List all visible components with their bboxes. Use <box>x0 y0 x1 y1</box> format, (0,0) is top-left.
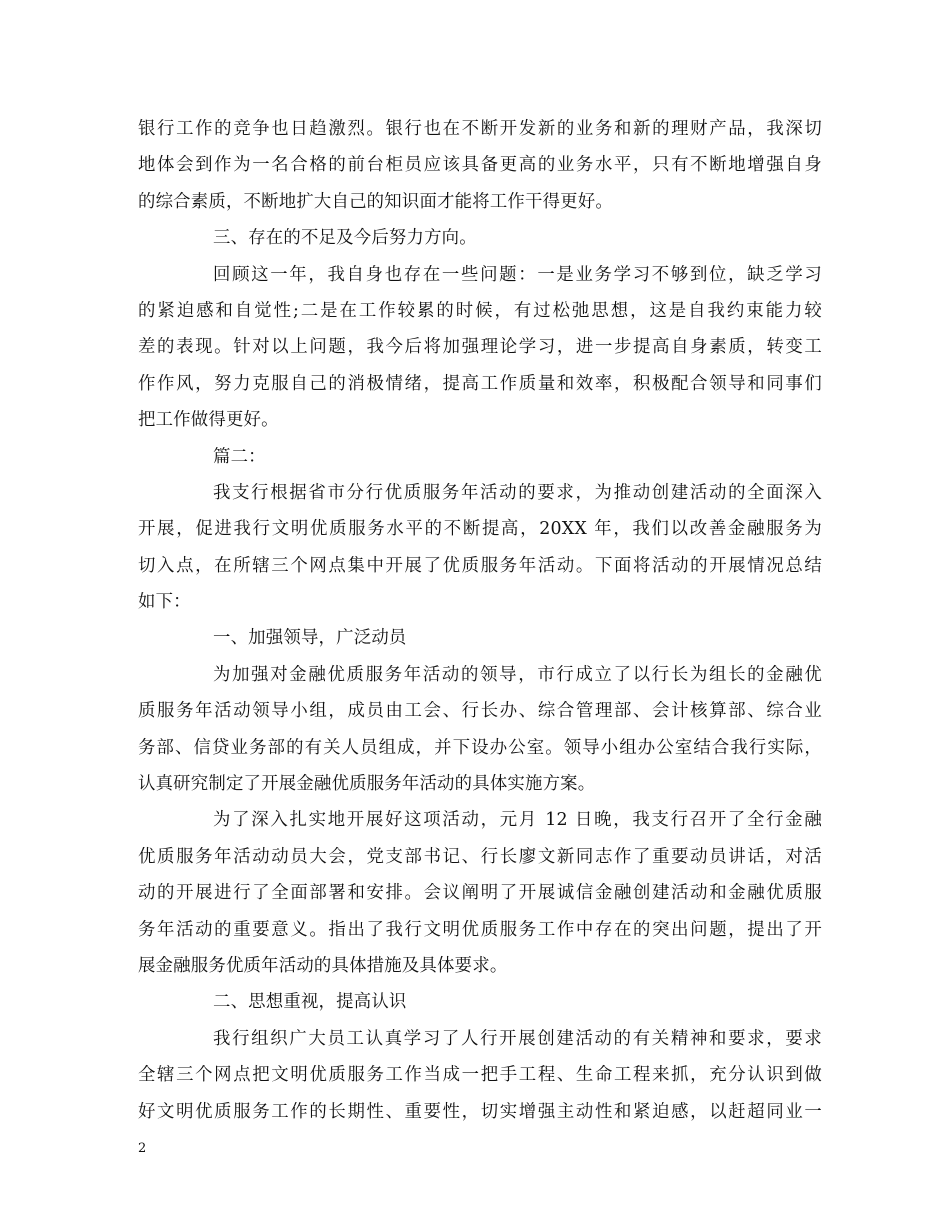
page-number: 2 <box>138 1141 147 1156</box>
text-line: 的紧迫感和自觉性;二是在工作较累的时候，有过松弛思想，这是自我约束能力较 <box>138 300 822 321</box>
section-heading: 三、存在的不足及今后努力方向。 <box>213 228 477 249</box>
text-line: 把工作做得更好。 <box>138 410 279 431</box>
text-line: 务年活动的重要意义。指出了我行文明优质服务工作中存在的突出问题，提出了开 <box>138 919 822 940</box>
text-line: 差的表现。针对以上问题，我今后将加强理论学习，进一步提高自身素质，转变工 <box>138 337 822 358</box>
section-heading: 一、加强领导，广泛动员 <box>213 628 407 649</box>
text-line: 我行组织广大员工认真学习了人行开展创建活动的有关精神和要求，要求 <box>213 1028 822 1049</box>
text-line: 动的开展进行了全面部署和安排。会议阐明了开展诚信金融创建活动和金融优质服 <box>138 883 822 904</box>
text-line: 展金融服务优质年活动的具体措施及具体要求。 <box>138 955 508 976</box>
text-line: 作作风，努力克服自己的消极情绪，提高工作质量和效率，积极配合领导和同事们 <box>138 373 822 394</box>
text-line: 地体会到作为一名合格的前台柜员应该具备更高的业务水平，只有不断地增强自身 <box>138 155 822 176</box>
text-line: 认真研究制定了开展金融优质服务年活动的具体实施方案。 <box>138 774 596 795</box>
section-heading: 二、思想重视，提高认识 <box>213 992 407 1013</box>
text-line: 切入点，在所辖三个网点集中开展了优质服务年活动。下面将活动的开展情况总结 <box>138 555 822 576</box>
text-line: 银行工作的竞争也日趋激烈。银行也在不断开发新的业务和新的理财产品，我深切 <box>138 119 822 139</box>
text-line: 好文明优质服务工作的长期性、重要性，切实增强主动性和紧迫感，以赶超同业一 <box>138 1101 822 1122</box>
text-line: 如下： <box>138 592 191 613</box>
text-line: 优质服务年活动动员大会，党支部书记、行长廖文新同志作了重要动员讲话，对活 <box>138 846 822 867</box>
text-line: 回顾这一年，我自身也存在一些问题：一是业务学习不够到位，缺乏学习 <box>213 264 822 285</box>
text-line: 为加强对金融优质服务年活动的领导，市行成立了以行长为组长的金融优 <box>213 664 822 685</box>
text-line: 为了深入扎实地开展好这项活动，元月 12 日晚，我支行召开了全行金融 <box>213 810 822 831</box>
text-line: 开展，促进我行文明优质服务水平的不断提高，20XX 年，我们以改善金融服务为 <box>138 519 822 540</box>
text-line: 全辖三个网点把文明优质服务工作当成一把手工程、生命工程来抓，充分认识到做 <box>138 1065 822 1086</box>
text-line: 务部、信贷业务部的有关人员组成，并下设办公室。领导小组办公室结合我行实际， <box>138 737 822 758</box>
text-line: 的综合素质，不断地扩大自己的知识面才能将工作干得更好。 <box>138 191 613 212</box>
text-line: 质服务年活动领导小组，成员由工会、行长办、综合管理部、会计核算部、综合业 <box>138 701 822 722</box>
section-heading: 篇二： <box>213 446 266 467</box>
text-line: 我支行根据省市分行优质服务年活动的要求，为推动创建活动的全面深入 <box>213 482 822 503</box>
document-body <box>138 111 822 1130</box>
